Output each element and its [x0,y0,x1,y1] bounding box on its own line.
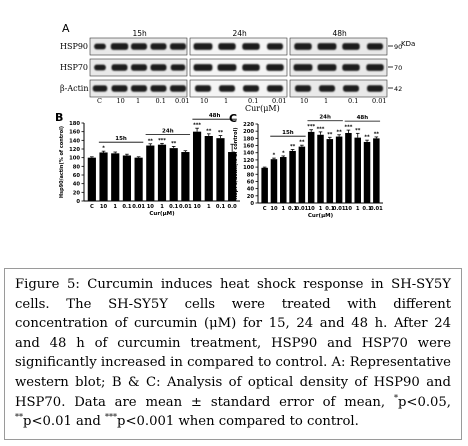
y-axis-label: Hsp70/actin(% of control) [233,127,239,200]
blot-lane-label: 10 [300,97,309,105]
blot-band [151,64,167,70]
bar [271,159,278,203]
caption-part-3: p<0.01 and [23,414,106,430]
blot-band [195,85,211,91]
y-tick-label: 160 [243,143,254,150]
significance-mark: *** [344,124,353,131]
blot-band [131,64,147,70]
blot-band [94,65,106,71]
blot-band [319,85,335,91]
significance-mark: ** [355,127,361,134]
y-tick-label: 180 [243,136,254,143]
blot-band [219,85,235,91]
kda-header: KDa [401,40,416,48]
x-tick-label: 0.01 [178,204,192,210]
significance-mark: ** [147,138,153,145]
blot-kda-mark: 90 [394,43,403,51]
x-tick-label: 10 [99,204,108,210]
y-tick-label: 140 [243,150,254,157]
blot-band [367,85,383,91]
bar [364,142,371,203]
y-tick-label: 200 [243,129,254,136]
y-tick-label: 20 [72,190,80,197]
y-tick-label: 120 [69,147,80,153]
blot-band [111,43,128,50]
group-label: 48h [356,115,369,122]
blot-lane-label: 0.01 [175,97,190,105]
panel-letter: B [55,111,64,124]
bar [280,157,287,203]
blot-band [267,43,283,49]
x-tick-label: 0.1 [169,204,179,210]
bar [327,139,334,203]
bar [123,156,131,202]
significance-mark: *** [307,124,316,131]
x-tick-label: 10 [146,204,154,210]
significance-mark: ** [327,131,333,138]
x-tick-label: 1 [206,204,211,210]
bar [317,135,324,203]
x-axis-label: Cur(μM) [307,213,334,219]
caption-part-1: Figure 5: Curcumin induces heat shock response in SH-SY5Y cells. The SH-SY5Y cells were treated with different concentration of curcumin (μM) for 15, 24 and 48 h. After 24 and 48 h of curcumin treatment, HSP90 and HSP70 were significantly increased in compared to control. A: Representative western blot; B & C: Analysis of optical density of HSP90 and HSP70. Data are mean ± standard error of mean, [15,277,451,410]
bar [373,138,380,203]
chart-b-hsp90 [55,111,240,217]
group-label: 24h [319,114,331,121]
bar [299,147,306,203]
blot-band [94,44,106,50]
significance-mark: * [281,150,285,157]
bar [261,168,268,203]
significance-mark: ** [171,140,177,147]
x-tick-label: 0.01 [332,206,346,212]
y-tick-label: 160 [69,129,80,136]
blot-lane-label: 0.1 [155,97,166,105]
blot-lane-label: 0.01 [372,97,387,105]
caption-part-4: p<0.001 when compared to control. [117,414,359,430]
bar [135,158,143,201]
significance-mark: ** [299,139,305,146]
blot-band [170,43,186,49]
group-label: 24h [162,128,174,135]
blot-band [343,85,359,91]
blot-band [242,64,259,71]
significance-mark: ** [336,129,342,136]
panel-a-label: A [62,22,70,35]
figure-caption [4,268,462,440]
y-tick-label: 120 [243,157,254,164]
significance-mark: *** [158,137,166,144]
blot-band [194,43,213,50]
blot-lane-label: C [97,97,102,105]
blot-lane-label: 0.1 [348,97,359,105]
blot-axis-unit: Cur(μM) [245,104,280,113]
blot-kda-mark: 42 [394,85,403,93]
blot-kda-mark: 70 [394,64,403,72]
blot-band [112,64,128,70]
x-tick-label: 0.1 [287,206,298,212]
blot-lane-label: 10 [116,97,125,105]
caption-star-1: * [393,393,398,403]
group-label: 48h [208,113,221,120]
blot-band [243,85,259,91]
x-axis-label: Cur(μM) [149,211,175,217]
x-tick-label: 0.01 [369,206,383,212]
y-tick-label: 60 [246,179,254,186]
significance-mark: *** [193,122,202,129]
blot-band [218,43,235,50]
significance-mark: * [102,145,105,152]
y-tick-label: 140 [69,138,80,145]
y-tick-label: 40 [72,181,80,188]
blot-band [112,85,128,91]
blot-band [266,64,283,71]
x-tick-label: 0.01 [132,204,146,210]
blot-band [171,64,186,70]
blot-lane-label: 1 [324,97,329,105]
x-tick-label: 0.1 [325,206,335,212]
significance-mark: ** [364,134,370,141]
group-label: 15h [282,130,294,137]
significance-mark: ** [217,130,224,137]
caption-text [15,275,451,432]
blot-band [131,43,147,49]
y-tick-label: 40 [246,186,254,193]
bar [354,138,361,203]
x-tick-label: 10 [193,204,201,210]
western-blot-panel [60,22,415,113]
y-tick-label: 80 [72,164,80,171]
significance-mark: ** [373,131,379,138]
y-axis-label: Hsp90/actin(% of control) [59,125,65,199]
blot-band [218,64,237,71]
y-tick-label: 80 [246,172,254,179]
y-tick-label: 220 [243,122,254,128]
y-tick-label: 180 [69,121,80,127]
bar [289,151,296,203]
blot-lane-label: 10 [200,97,209,105]
bar [88,158,96,201]
bar [181,152,189,201]
x-tick-label: 0.1 [215,204,226,210]
blot-time-label: 24h [232,29,247,38]
blot-band [367,43,383,49]
caption-part-2: p<0.05, [397,394,451,410]
y-tick-label: 0 [250,201,254,207]
blot-lane-label: 1 [136,97,141,105]
x-tick-label: 1 [160,204,164,210]
blot-band [93,85,108,91]
significance-mark: ** [289,143,296,150]
x-tick-label: 0.0 [227,204,237,210]
x-tick-label: C [262,206,267,212]
blot-row-label: HSP90 [60,42,89,51]
bar [111,153,119,201]
y-tick-label: 20 [246,193,254,200]
x-tick-label: 1 [355,206,360,212]
blot-band [342,64,359,71]
blot-band [342,43,359,50]
x-tick-label: 0.1 [122,204,132,210]
blot-band [194,64,213,71]
blot-band [131,85,147,91]
x-tick-label: 10 [307,206,315,212]
blot-band [318,43,337,50]
group-label: 15h [115,136,127,143]
blot-row-label: HSP70 [60,63,89,72]
caption-star-2: ** [15,412,23,422]
blot-band [267,85,283,91]
blot-band [366,64,383,71]
blot-lane-label: 0.01 [272,97,287,105]
bar [146,146,154,201]
blot-band [151,85,167,91]
chart-c-hsp70 [229,112,383,219]
bar [193,132,201,201]
bar [170,148,178,201]
blot-band [170,85,186,91]
blot-time-label: 48h [332,29,347,38]
y-tick-label: 100 [243,165,254,172]
y-tick-label: 100 [69,155,80,162]
blot-band [242,43,259,50]
bar [158,145,166,201]
panel-letter: C [229,112,238,125]
bar [205,136,213,201]
blot-time-label: 15h [132,29,147,38]
blot-band [295,85,311,91]
significance-mark: ** [206,128,212,135]
blot-band [294,64,313,71]
significance-mark: *** [316,126,325,133]
bar [99,152,107,201]
x-tick-label: 10 [344,206,353,212]
x-tick-label: 1 [318,206,323,212]
y-tick-label: 60 [72,173,80,179]
x-tick-label: 1 [113,204,118,210]
x-tick-label: 1 [281,206,286,212]
bar [345,133,352,203]
x-tick-label: 0.01 [295,206,309,212]
blot-lane-label: 0.1 [248,97,259,105]
bar [336,137,343,203]
blot-band [294,43,311,50]
x-tick-label: 0.1 [362,206,372,212]
x-tick-label: C [89,204,94,210]
blot-row-label: β-Actin [60,84,89,93]
blot-band [151,43,167,49]
blot-band [318,64,337,71]
significance-mark: * [272,152,276,159]
blot-lane-label: 1 [224,97,229,105]
bar [308,132,315,203]
caption-star-3: *** [105,412,118,422]
bar [216,138,224,201]
y-tick-label: 0 [76,199,80,205]
x-tick-label: 10 [270,206,278,212]
